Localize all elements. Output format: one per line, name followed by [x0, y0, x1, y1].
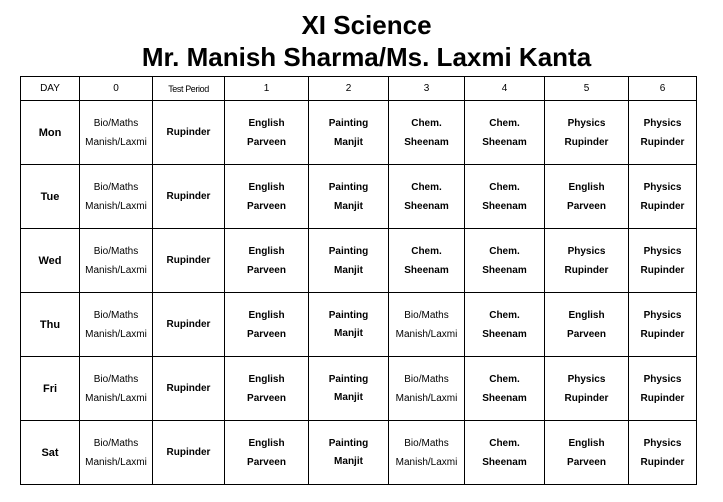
- period-cell: [225, 229, 309, 293]
- period-cell: [225, 421, 309, 485]
- subject-text: Painting: [328, 437, 369, 449]
- subject-text: English: [248, 373, 285, 385]
- teacher-text: Manjit: [334, 200, 363, 212]
- teacher-text: Sheenam: [404, 264, 449, 276]
- subject-text: Bio/Maths: [404, 437, 449, 449]
- subject-text: English: [248, 437, 285, 449]
- teacher-text: Rupinder: [564, 136, 609, 148]
- period-cell: [465, 293, 545, 357]
- subject-text: Chem.: [411, 117, 442, 129]
- table-row: [21, 101, 697, 165]
- header-row: [21, 77, 697, 101]
- teacher-text: Sheenam: [482, 264, 527, 276]
- teacher-text: Manish/Laxmi: [395, 328, 458, 340]
- period-cell: [309, 165, 389, 229]
- timetable-body: [21, 101, 697, 485]
- subject-text: Rupinder: [166, 255, 211, 266]
- header-cell-period-0: 0: [80, 77, 153, 101]
- teacher-text: Manish/Laxmi: [85, 456, 147, 468]
- timetable: [20, 76, 697, 485]
- period-cell: [225, 357, 309, 421]
- subject-text: Bio/Maths: [93, 245, 139, 257]
- teacher-text: Sheenam: [482, 456, 527, 468]
- teacher-text: Manjit: [334, 455, 363, 467]
- class-title: XI Science: [301, 10, 432, 40]
- subject-text: English: [568, 309, 605, 321]
- header-cell-period-6: 6: [629, 77, 697, 101]
- period-cell: [465, 229, 545, 293]
- table-row: [21, 293, 697, 357]
- subject-text: Physics: [643, 245, 682, 257]
- period-cell: [153, 101, 225, 165]
- subject-text: Physics: [643, 117, 682, 129]
- period-cell: [465, 165, 545, 229]
- subject-text: Bio/Maths: [404, 309, 449, 321]
- teacher-text: Sheenam: [404, 136, 449, 148]
- teacher-text: Parveen: [567, 200, 606, 212]
- period-cell: [545, 165, 629, 229]
- teacher-text: Sheenam: [482, 200, 527, 212]
- subject-text: Painting: [328, 309, 369, 321]
- subject-text: Bio/Maths: [93, 181, 139, 193]
- subject-text: Rupinder: [166, 191, 211, 202]
- subject-text: Rupinder: [166, 319, 211, 330]
- teacher-text: Rupinder: [564, 264, 609, 276]
- period-cell: [545, 229, 629, 293]
- period-cell: [465, 357, 545, 421]
- period-cell: [80, 357, 153, 421]
- header-cell-period-2: 2: [309, 77, 389, 101]
- period-cell: [629, 357, 697, 421]
- day-cell: Mon: [21, 101, 80, 165]
- teacher-text: Parveen: [247, 200, 286, 212]
- header-cell-period-3: 3: [389, 77, 465, 101]
- period-cell: [225, 101, 309, 165]
- teacher-text: Manish/Laxmi: [85, 392, 147, 404]
- subject-text: Bio/Maths: [93, 437, 139, 449]
- teacher-text: Rupinder: [640, 392, 685, 404]
- teacher-text: Manjit: [334, 136, 363, 148]
- period-cell: [80, 421, 153, 485]
- page-title: [0, 9, 723, 73]
- period-cell: [309, 421, 389, 485]
- teacher-text: Manish/Laxmi: [85, 328, 147, 340]
- period-cell: [465, 101, 545, 165]
- period-cell: [153, 421, 225, 485]
- period-cell: [545, 421, 629, 485]
- subject-text: Rupinder: [166, 127, 211, 138]
- period-cell: [629, 229, 697, 293]
- subject-text: Chem.: [489, 373, 520, 385]
- teacher-text: Manjit: [334, 327, 363, 339]
- period-cell: [153, 229, 225, 293]
- teacher-text: Manish/Laxmi: [85, 264, 147, 276]
- teacher-text: Manish/Laxmi: [85, 136, 147, 148]
- teacher-text: Rupinder: [640, 264, 685, 276]
- teacher-text: Parveen: [247, 328, 286, 340]
- period-cell: [309, 229, 389, 293]
- period-cell: [545, 357, 629, 421]
- header-cell-test-period: Test Period: [153, 77, 225, 101]
- day-cell: Tue: [21, 165, 80, 229]
- period-cell: [629, 421, 697, 485]
- teacher-text: Rupinder: [640, 328, 685, 340]
- period-cell: [80, 165, 153, 229]
- subject-text: Physics: [643, 309, 682, 321]
- subject-text: Chem.: [411, 181, 442, 193]
- teacher-text: Manjit: [334, 391, 363, 403]
- subject-text: Chem.: [489, 309, 520, 321]
- period-cell: [80, 229, 153, 293]
- subject-text: English: [248, 245, 285, 257]
- teacher-text: Rupinder: [640, 200, 685, 212]
- subject-text: Rupinder: [166, 447, 211, 458]
- subject-text: English: [248, 309, 285, 321]
- teacher-text: Parveen: [247, 136, 286, 148]
- period-cell: [80, 293, 153, 357]
- subject-text: Painting: [328, 373, 369, 385]
- teacher-title: Mr. Manish Sharma/Ms. Laxmi Kanta: [141, 42, 592, 72]
- subject-text: Painting: [328, 117, 369, 129]
- period-cell: [629, 101, 697, 165]
- teacher-text: Sheenam: [404, 200, 449, 212]
- period-cell: [389, 101, 465, 165]
- teacher-text: Manish/Laxmi: [85, 200, 147, 212]
- period-cell: [389, 165, 465, 229]
- day-cell: Thu: [21, 293, 80, 357]
- teacher-text: Parveen: [247, 392, 286, 404]
- teacher-text: Manish/Laxmi: [395, 392, 458, 404]
- subject-text: Physics: [643, 437, 682, 449]
- header-cell-period-1: 1: [225, 77, 309, 101]
- subject-text: Chem.: [411, 245, 442, 257]
- period-cell: [389, 421, 465, 485]
- period-cell: [153, 357, 225, 421]
- period-cell: [465, 421, 545, 485]
- subject-text: Bio/Maths: [93, 117, 139, 129]
- period-cell: [389, 293, 465, 357]
- period-cell: [629, 293, 697, 357]
- teacher-text: Parveen: [247, 264, 286, 276]
- subject-text: English: [568, 437, 605, 449]
- subject-text: Bio/Maths: [93, 309, 139, 321]
- teacher-text: Sheenam: [482, 136, 527, 148]
- period-cell: [225, 165, 309, 229]
- table-row: [21, 357, 697, 421]
- day-cell: Fri: [21, 357, 80, 421]
- day-cell: Wed: [21, 229, 80, 293]
- header-cell-period-5: 5: [545, 77, 629, 101]
- subject-text: Physics: [643, 181, 682, 193]
- subject-text: Chem.: [489, 437, 520, 449]
- subject-text: Painting: [328, 245, 369, 257]
- period-cell: [389, 229, 465, 293]
- subject-text: Rupinder: [166, 383, 211, 394]
- subject-text: Chem.: [489, 181, 520, 193]
- period-cell: [153, 293, 225, 357]
- table-row: [21, 165, 697, 229]
- period-cell: [545, 101, 629, 165]
- period-cell: [389, 357, 465, 421]
- teacher-text: Parveen: [567, 328, 606, 340]
- teacher-text: Manish/Laxmi: [395, 456, 458, 468]
- subject-text: Painting: [328, 181, 369, 193]
- period-cell: [629, 165, 697, 229]
- subject-text: English: [568, 181, 605, 193]
- subject-text: English: [248, 117, 285, 129]
- teacher-text: Rupinder: [564, 392, 609, 404]
- day-cell: Sat: [21, 421, 80, 485]
- subject-text: Physics: [567, 245, 606, 257]
- period-cell: [153, 165, 225, 229]
- subject-text: Chem.: [489, 117, 520, 129]
- table-row: [21, 229, 697, 293]
- subject-text: Physics: [567, 373, 606, 385]
- period-cell: [309, 357, 389, 421]
- teacher-text: Sheenam: [482, 328, 527, 340]
- teacher-text: Rupinder: [640, 456, 685, 468]
- period-cell: [80, 101, 153, 165]
- header-cell-day: DAY: [21, 77, 80, 101]
- header-cell-period-4: 4: [465, 77, 545, 101]
- period-cell: [225, 293, 309, 357]
- subject-text: Chem.: [489, 245, 520, 257]
- teacher-text: Parveen: [247, 456, 286, 468]
- teacher-text: Parveen: [567, 456, 606, 468]
- subject-text: Physics: [643, 373, 682, 385]
- teacher-text: Manjit: [334, 264, 363, 276]
- teacher-text: Sheenam: [482, 392, 527, 404]
- period-cell: [309, 101, 389, 165]
- subject-text: Physics: [567, 117, 606, 129]
- period-cell: [545, 293, 629, 357]
- table-row: [21, 421, 697, 485]
- subject-text: Bio/Maths: [404, 373, 449, 385]
- subject-text: Bio/Maths: [93, 373, 139, 385]
- period-cell: [309, 293, 389, 357]
- subject-text: English: [248, 181, 285, 193]
- teacher-text: Rupinder: [640, 136, 685, 148]
